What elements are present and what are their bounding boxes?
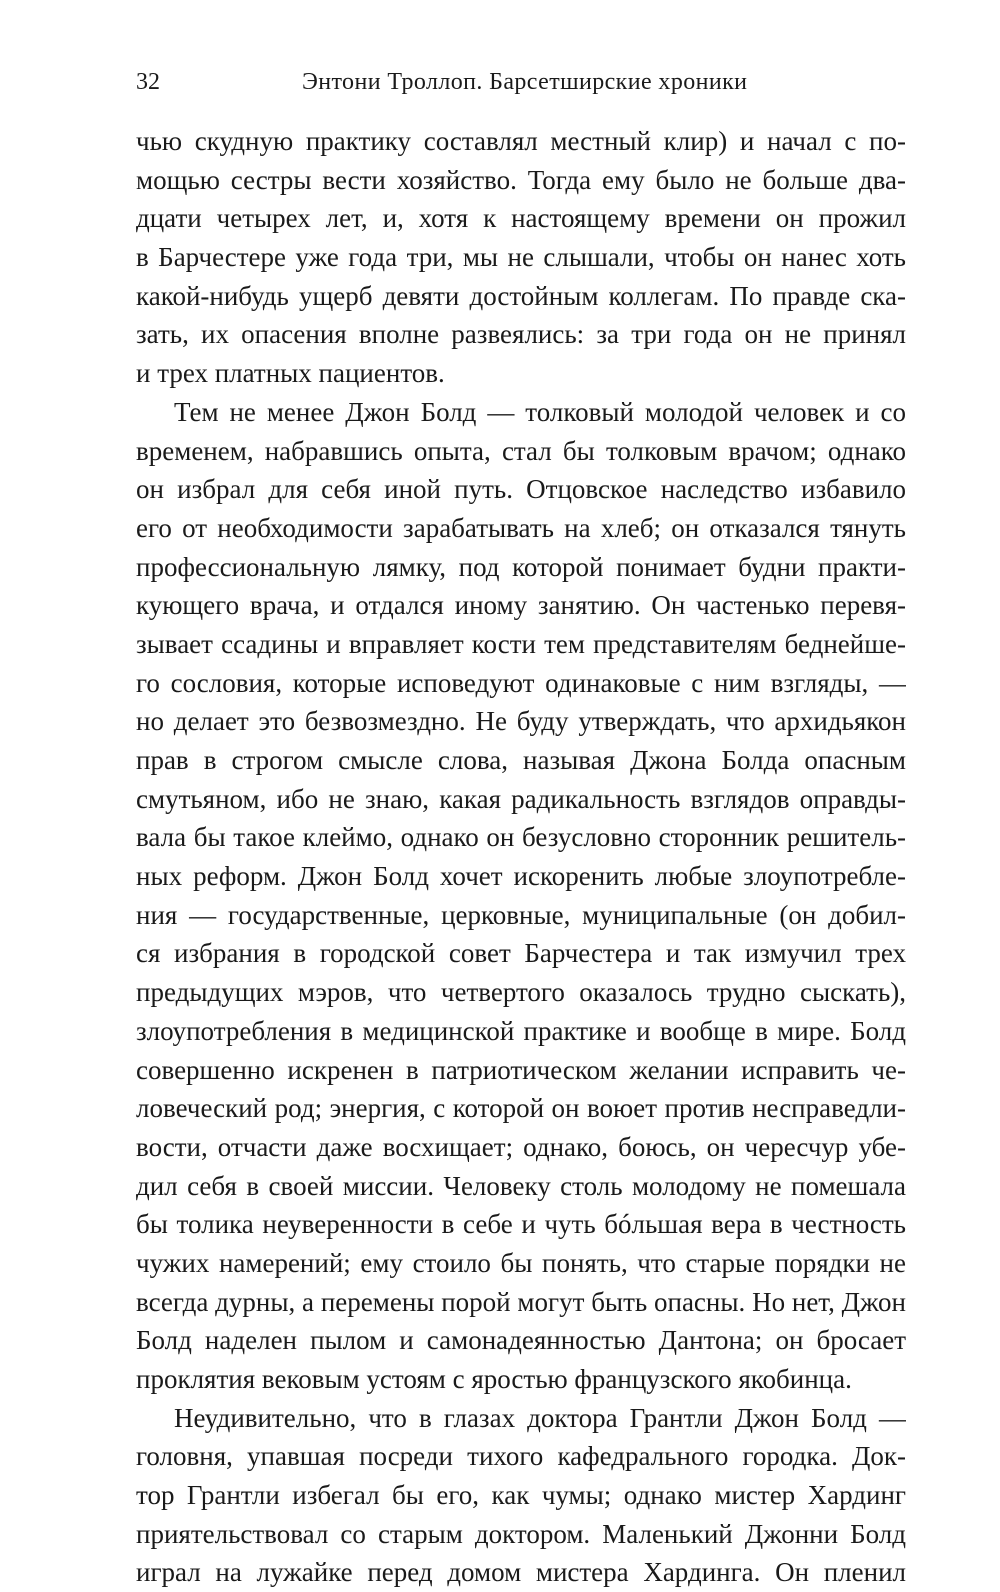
text-line: всегда дурны, а перемены порой могут быть опасны. Но нет, Джон <box>136 1286 906 1317</box>
text-line: совершенно искренен в патриотическом желании исправить че- <box>136 1054 906 1085</box>
text-line: и трех платных пациентов. <box>136 358 445 389</box>
text-line: Болд наделен пылом и самонадеянностью Дантона; он бросает <box>136 1325 906 1356</box>
running-header <box>136 66 906 98</box>
text-line: мощью сестры вести хозяйство. Тогда ему было не больше два- <box>136 164 906 195</box>
text-line: предыдущих мэров, что четвертого оказалось трудно сыскать), <box>136 977 906 1008</box>
text-line: приятельствовал со старым доктором. Маленький Джонни Болд <box>136 1518 906 1549</box>
paragraph <box>136 1399 906 1592</box>
text-line: злоупотребления в медицинской практике и вообще в мире. Болд <box>136 1015 906 1046</box>
text-line: чью скудную практику составлял местный клир) и начал с по- <box>136 126 906 156</box>
text-line: ловеческий род; энергия, с которой он воюет против несправедли- <box>136 1093 906 1124</box>
text-line: Неудивительно, что в глазах доктора Грантли Джон Болд — <box>174 1402 906 1433</box>
text-line: временем, набравшись опыта, стал бы толковым врачом; однако <box>136 435 906 466</box>
text-line: какой-нибудь ущерб девяти достойным коллегам. По правде ска- <box>136 280 906 311</box>
text-line: ния — государственные, церковные, муниципальные (он добил- <box>136 899 906 930</box>
text-line: вала бы такое клеймо, однако он безусловно сторонник решитель- <box>136 822 906 853</box>
text-line: ных реформ. Джон Болд хочет искоренить любые злоупотребле- <box>136 861 906 892</box>
text-line: его от необходимости зарабатывать на хлеб; он отказался тянуть <box>136 512 906 543</box>
text-line: проклятия вековым устоям с яростью французского якобинца. <box>136 1364 852 1394</box>
text-line: смутьяном, ибо не знаю, какая радикальность взглядов оправды- <box>136 783 906 814</box>
running-title: Энтони Троллоп. Барсетширские хроники <box>302 69 748 95</box>
text-line: он избрал для себя иной путь. Отцовское наследство избавило <box>136 474 906 505</box>
text-line: играл на лужайке перед домом мистера Хардинга. Он пленил <box>136 1557 906 1588</box>
text-line: вости, отчасти даже восхищает; однако, боюсь, он чересчур убе- <box>136 1131 906 1162</box>
text-line: чужих намерений; ему стоило бы понять, что старые порядки не <box>136 1247 906 1278</box>
text-line: дил себя в своей миссии. Человеку столь молодому не помешала <box>136 1170 906 1201</box>
text-line: го сословия, которые исповедуют одинаковые с ним взгляды, — <box>136 667 906 698</box>
text-line: головня, упавшая посреди тихого кафедрального городка. Док- <box>136 1441 906 1472</box>
text-line: но делает это безвозмездно. Не буду утверждать, что архидьякон <box>136 706 906 737</box>
text-line: дцати четырех лет, и, хотя к настоящему времени он прожил <box>136 203 906 234</box>
paragraph <box>136 122 906 393</box>
text-line: прав в строгом смысле слова, называя Джона Болда опасным <box>136 745 906 775</box>
text-line: тор Грантли избегал бы его, как чумы; однако мистер Хардинг <box>136 1480 906 1511</box>
paragraph <box>136 393 906 1399</box>
page-number: 32 <box>136 69 160 95</box>
text-line: в Барчестере уже года три, мы не слышали, чтобы он нанес хоть <box>136 242 906 273</box>
text-line: зывает ссадины и вправляет кости тем представителям беднейше- <box>136 628 906 659</box>
text-line: зать, их опасения вполне развеялись: за три года он не принял <box>136 319 906 350</box>
text-line: ся избрания в городской совет Барчестера и так измучил трех <box>136 938 906 969</box>
text-line: профессиональную лямку, под которой понимает будни практи- <box>136 551 906 582</box>
text-line: бы толика неуверенности в себе и чуть бóльшая вера в честность <box>136 1209 906 1240</box>
text-line: Тем не менее Джон Болд — толковый молодой человек и со <box>174 396 906 427</box>
text-line: кующего врача, и отдался иному занятию. Он частенько перевя- <box>136 590 906 621</box>
body-text <box>136 122 906 1592</box>
